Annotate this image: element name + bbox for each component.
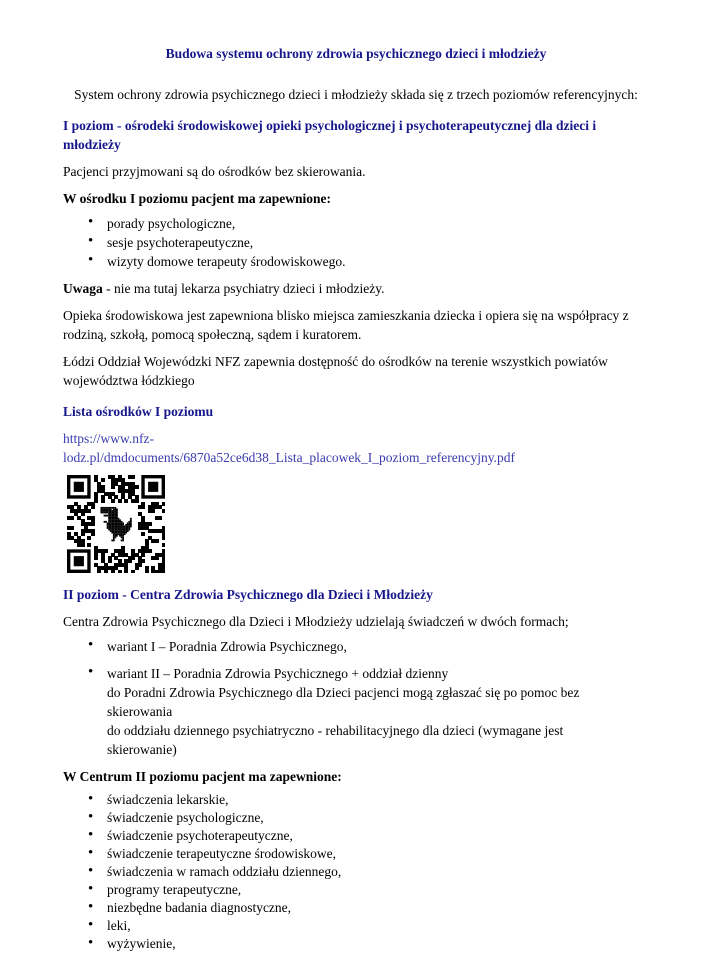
list-item: • programy terapeutyczne,	[63, 881, 649, 899]
pdf-link[interactable]	[63, 431, 515, 465]
list-item: • sesje psychoterapeutyczne,	[63, 233, 649, 252]
document-title: Budowa systemu ochrony zdrowia psychicznego dzieci i młodzieży	[165, 46, 547, 61]
paragraph-no-referral: Pacjenci przyjmowani są do ośrodków bez skierowania.	[63, 164, 366, 179]
paragraph-two-forms: Centra Zdrowia Psychicznego dla Dzieci i Młodzieży udzielają świadczeń w dwóch formach;	[63, 614, 569, 629]
qr-code-dino-icon	[67, 475, 165, 573]
list-item: • wariant II – Poradnia Zdrowia Psychicznego + oddział dzienny	[63, 664, 649, 683]
note-paragraph	[63, 279, 649, 298]
provided-list-level1	[63, 214, 649, 271]
section-heading-level1: I poziom - ośrodeki środowiskowej opieki psychologicznej i psychoterapeutycznej dla dzieci i młodzieży	[63, 118, 597, 152]
paragraph-nfz-availability: Łódzi Oddział Wojewódzki NFZ zapewnia dostępność do ośrodków na terenie wszystkich powiatów województwa łódzkiego	[63, 354, 608, 388]
list-item: • świadczenia lekarskie,	[63, 791, 649, 809]
variants-note	[107, 683, 627, 759]
link-paragraph	[63, 429, 649, 467]
list-item: • wyżywienie,	[63, 935, 649, 953]
list-item: • świadczenie psychologiczne,	[63, 809, 649, 827]
variants-note-line-2: do oddziału dziennego psychiatryczno - rehabilitacyjnego dla dzieci (wymagane jest skierowanie)	[107, 723, 564, 757]
list-item: • świadczenie psychoterapeutyczne,	[63, 827, 649, 845]
intro-paragraph: System ochrony zdrowia psychicznego dzieci i młodzieży składa się z trzech poziomów referencyjnych:	[74, 87, 638, 102]
list-item: • wariant I – Poradnia Zdrowia Psychicznego,	[63, 637, 649, 656]
provided-heading-level2: W Centrum II poziomu pacjent ma zapewnione:	[63, 769, 342, 784]
variants-note-line-1: do Poradni Zdrowia Psychicznego dla Dzieci pacjenci mogą zgłaszać się po pomoc bez skierowania	[107, 685, 580, 719]
note-label: Uwaga	[63, 281, 103, 296]
list-item: • wizyty domowe terapeuty środowiskowego.	[63, 252, 649, 271]
qr-code-block	[67, 475, 649, 573]
note-text: - nie ma tutaj lekarza psychiatry dzieci i młodzieży.	[102, 281, 385, 296]
list-item: • świadczenie terapeutyczne środowiskowe,	[63, 845, 649, 863]
list-item: • porady psychologiczne,	[63, 214, 649, 233]
link-line-1: https://www.nfz-	[63, 431, 154, 446]
variants-list	[63, 637, 649, 683]
provided-list-level2	[63, 791, 649, 953]
link-line-2: lodz.pl/dmdocuments/6870a52ce6d38_Lista_placowek_I_poziom_referencyjny.pdf	[63, 450, 515, 465]
provided-heading-level1: W ośrodku I poziomu pacjent ma zapewnione:	[63, 191, 332, 206]
list-item: • niezbędne badania diagnostyczne,	[63, 899, 649, 917]
paragraph-community-care: Opieka środowiskowa jest zapewniona blisko miejsca zamieszkania dziecka i opiera się na współpracy z rodziną, szkołą, pomocą społeczną, sądem i kuratorem.	[63, 308, 629, 342]
list-item: • świadczenia w ramach oddziału dziennego,	[63, 863, 649, 881]
section-heading-level2: II poziom - Centra Zdrowia Psychicznego dla Dzieci i Młodzieży	[63, 587, 433, 602]
heading-centers-list: Lista ośrodków I poziomu	[63, 404, 214, 419]
list-item: • leki,	[63, 917, 649, 935]
